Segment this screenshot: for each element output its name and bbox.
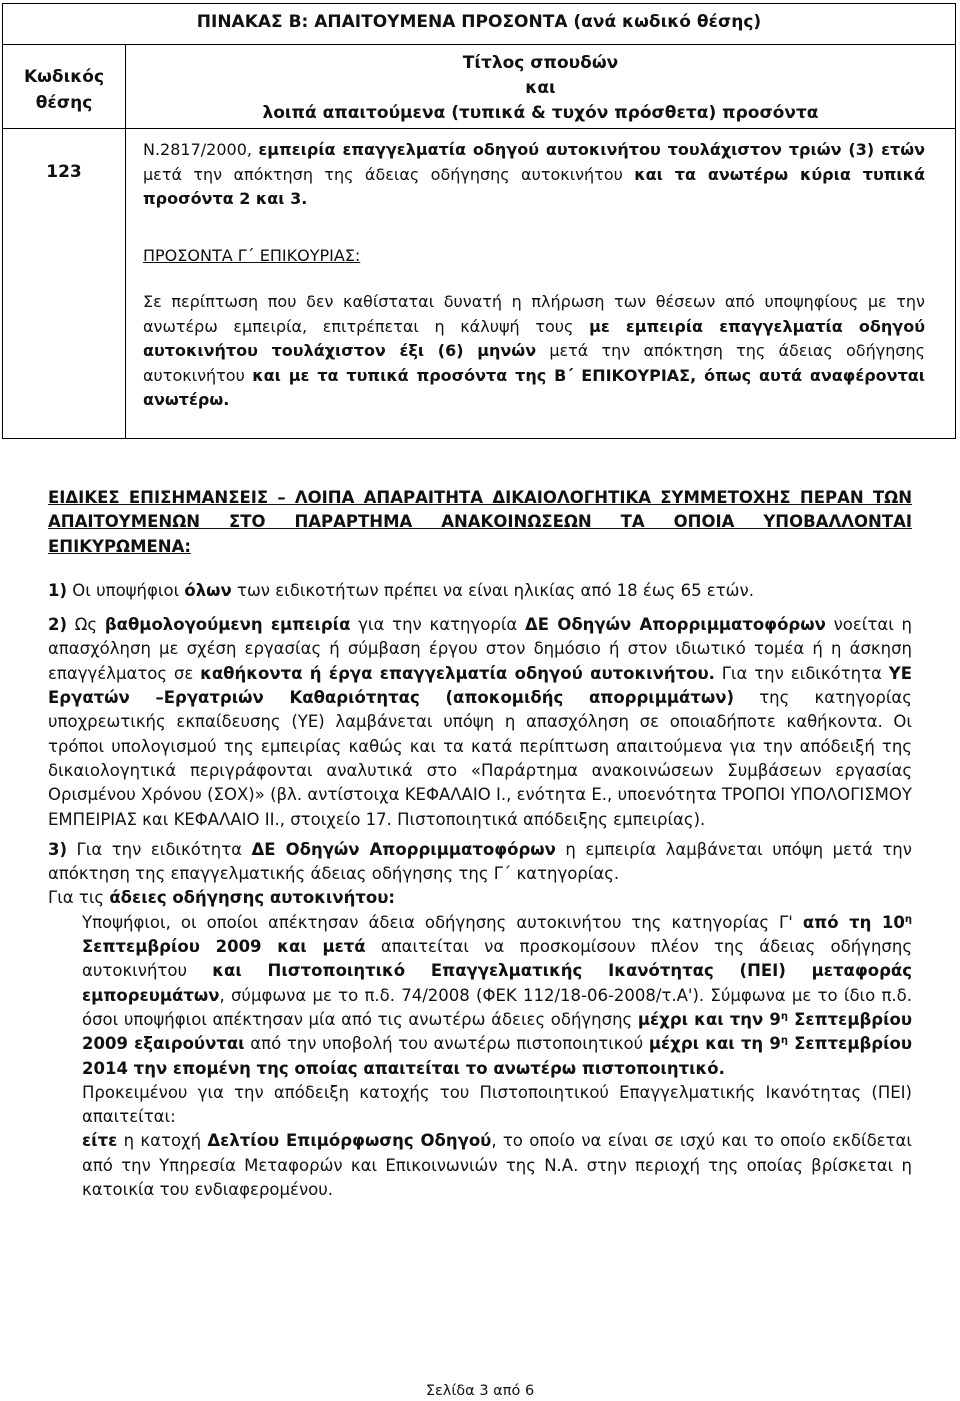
special-notes (48, 486, 912, 1202)
licences-title: Για τις άδειες οδήγησης αυτοκινήτου: (48, 888, 395, 908)
licences-paragraph-2: Προκειμένου για την απόδειξη κατοχής του Πιστοποιητικού Επαγγελματικής Ικανότητας (ΠΕΙ) απαιτείται: (82, 1082, 912, 1127)
section-title-c-subsidiary: ΠΡΟΣΟΝΤΑ Γ΄ ΕΠΙΚΟΥΡΙΑΣ: (143, 245, 361, 265)
requirements-paragraph: Ν.2817/2000, εμπειρία επαγγελματία οδηγού αυτοκινήτου τουλάχιστον τριών (3) ετών μετά την απόκτηση της άδειας οδήγησης αυτοκινήτου και τα ανωτέρω κύρια τυπικά προσόντα 2 και 3. (143, 140, 926, 208)
requirements-table (2, 3, 956, 439)
position-code: 123 (46, 162, 82, 182)
note-1: 1) Οι υποψήφιοι όλων των ειδικοτήτων πρέπει να είναι ηλικίας από 18 έως 65 ετών. (48, 580, 754, 600)
table-title: ΠΙΝΑΚΑΣ Β: ΑΠΑΙΤΟΥΜΕΝΑ ΠΡΟΣΟΝΤΑ (ανά κωδικό θέσης) (196, 12, 762, 32)
page-number: Σελίδα 3 από 6 (425, 1383, 535, 1399)
notes-heading: ΕΙΔΙΚΕΣ ΕΠΙΣΗΜΑΝΣΕΙΣ – ΛΟΙΠΑ ΑΠΑΡΑΙΤΗΤΑ ΔΙΚΑΙΟΛΟΓΗΤΙΚΑ ΣΥΜΜΕΤΟΧΗΣ ΠΕΡΑΝ ΤΩΝ ΑΠΑΙΤΟΥΜΕΝΩΝ ΣΤΟ ΠΑΡΑΡΤΗΜΑ ΑΝΑΚΟΙΝΩΣΕΩΝ ΤΑ ΟΠΟΙΑ ΥΠΟΒΑΛΛΟΝΤΑΙ ΕΠΙΚΥΡΩΜΕΝΑ: (48, 488, 912, 556)
licences-paragraph-1: Υποψήφιοι, οι οποίοι απέκτησαν άδεια οδήγησης αυτοκινήτου της κατηγορίας Γ' από τη $10^\eta$ Σεπτεμβρίου 2009 και μετά απαιτείται να προσκομίσουν πλέον της άδειας οδήγησης αυτοκινήτου και Πιστοποιητικό Επαγγελματικής Ικανότητας (ΠΕΙ) μεταφοράς εμπορευμάτων, σύμφωνα με το π.δ. 74/2008 (ΦΕΚ 112/18-06-2008/τ.Α'). Σύμφωνα με το ίδιο π.δ. όσοι υποψήφιοι απέκτησαν μία από τις ανωτέρω άδειες οδήγησης μέχρι και την $9^\eta$ Σεπτεμβρίου 2009 εξαιρούνται από την υποβολή του ανωτέρω πιστοποιητικού μέχρι και τη $9^\eta$ Σεπτεμβρίου 2014 την επομένη της οποίας απαιτείται το ανωτέρω πιστοποιητικό. (82, 912, 913, 1078)
note-2: 2) Ως βαθμολογούμενη εμπειρία για την κατηγορία ΔΕ Οδηγών Απορριμματοφόρων νοείται η απασχόληση με σχέση εργασίας ή σύμβαση έργου στον δημόσιο ή στον ιδιωτικό τομέα ή η άσκηση επαγγέλματος σε καθήκοντα ή έργα επαγγελματία οδηγού αυτοκινήτου. Για την ειδικότητα ΥΕ Εργατών –Εργατριών Καθαριότητας (αποκομιδής απορριμμάτων) της κατηγορίας υποχρεωτικής εκπαίδευσης (ΥΕ) λαμβάνεται υπόψη η απασχόληση σε οποιαδήποτε καθήκοντα. Οι τρόποι υπολογισμού της εμπειρίας καθώς και τα κατά περίπτωση απαιτούμενα για την απόδειξή της δικαιολογητικά περιγράφονται αναλυτικά στο «Παράρτημα ανακοινώσεων Συμβάσεων εργασίας Ορισμένου Χρόνου (ΣΟΧ)» (βλ. αντίστοιχα ΚΕΦΑΛΑΙΟ Ι., ενότητα Ε., υποενότητα ΤΡΟΠΟΙ ΥΠΟΛΟΓΙΣΜΟΥ ΕΜΠΕΙΡΙΑΣ και ΚΕΦΑΛΑΙΟ ΙΙ., στοιχείο 17. Πιστοποιητικά απόδειξης εμπειρίας). (48, 615, 912, 829)
table-divider (3, 128, 955, 129)
licences-paragraph-3: είτε η κατοχή Δελτίου Επιμόρφωσης Οδηγού, το οποίο να είναι σε ισχύ και το οποίο εκδίδεται από την Υπηρεσία Μεταφορών και Επικοινωνιών της Ν.Α. στην περιοχή της οποίας βρίσκεται η κατοικία του ενδιαφερομένου. (82, 1131, 912, 1200)
column-header-requirements: Τίτλος σπουδών και λοιπά απαιτούμενα (τυπικά & τυχόν πρόσθετα) προσόντα (262, 53, 819, 123)
table-divider (3, 44, 955, 45)
note-3: 3) Για την ειδικότητα ΔΕ Οδηγών Απορριμματοφόρων η εμπειρία λαμβάνεται υπόψη μετά την απόκτηση της επαγγελματικής άδειας οδήγησης της Γ΄ κατηγορίας. (48, 839, 912, 884)
licences-block (82, 911, 912, 1203)
requirements-cell (143, 138, 925, 413)
subsidiary-paragraph: Σε περίπτωση που δεν καθίσταται δυνατή η πλήρωση των θέσεων από υποψηφίους με την ανωτέρω εμπειρία, επιτρέπεται η κάλυψή τους με εμπειρία επαγγελματία οδηγού αυτοκινήτου τουλάχιστον έξι (6) μηνών μετά την απόκτηση της άδειας οδήγησης αυτοκινήτου και με τα τυπικά προσόντα της Β΄ ΕΠΙΚΟΥΡΙΑΣ, όπως αυτά αναφέρονται ανωτέρω. (143, 292, 926, 409)
column-header-code: Κωδικός θέσης (23, 67, 105, 113)
